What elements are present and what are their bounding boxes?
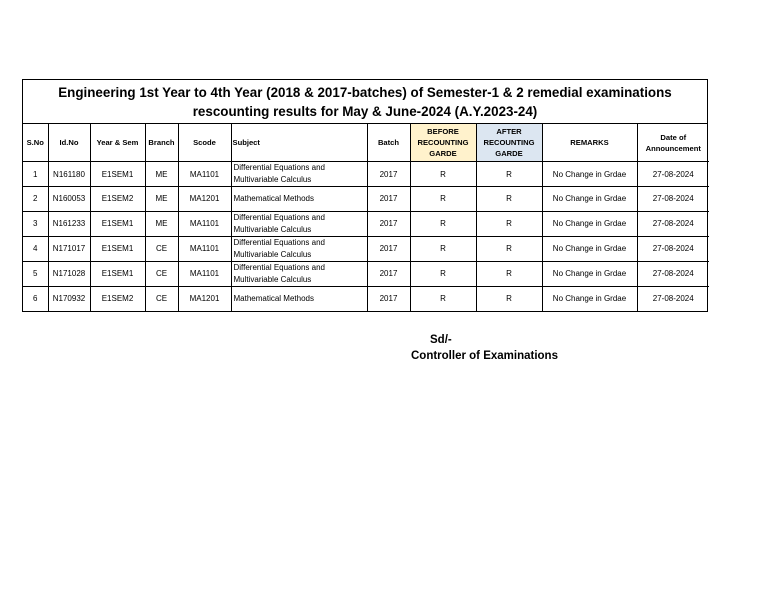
table-row [23,286,709,311]
header-idno: Id.No [48,124,90,162]
cell-batch: 2017 [367,162,410,187]
cell-batch: 2017 [367,187,410,212]
header-after-line-3: GARDE [495,149,523,158]
header-scode: Scode [178,124,231,162]
header-date-line-1: Date of [660,132,687,142]
cell-remarks: No Change in Grdae [542,211,637,236]
cell-before: R [410,187,476,212]
cell-sno: 3 [23,211,48,236]
header-remarks: REMARKS [542,124,637,162]
cell-after: R [476,211,542,236]
cell-date: 27-08-2024 [637,286,709,311]
cell-before: R [410,236,476,261]
cell-subject: Mathematical Methods [231,286,367,311]
cell-subject: Differential Equations and Multivariable Calculus [231,211,367,236]
header-subject: Subject [231,124,367,162]
table-header-row [23,124,709,162]
cell-remarks: No Change in Grdae [542,187,637,212]
cell-scode: MA1101 [178,162,231,187]
cell-year-sem: E1SEM2 [90,286,145,311]
cell-scode: MA1101 [178,236,231,261]
header-after-line-1: AFTER [496,127,522,136]
cell-remarks: No Change in Grdae [542,261,637,286]
results-sheet [22,79,708,312]
signature-designation: Controller of Examinations [411,350,558,362]
table-row [23,162,709,187]
cell-idno: N171017 [48,236,90,261]
signature-sd: Sd/- [430,334,452,346]
table-row [23,261,709,286]
cell-scode: MA1201 [178,187,231,212]
header-batch: Batch [367,124,410,162]
cell-idno: N170932 [48,286,90,311]
signature-block [411,332,558,364]
cell-idno: N171028 [48,261,90,286]
header-before-recounting [410,124,476,162]
title-line-1: Engineering 1st Year to 4th Year (2018 & 2017-batches) of Semester-1 & 2 remedial examinations [58,84,672,100]
cell-branch: CE [145,261,178,286]
cell-date: 27-08-2024 [637,236,709,261]
header-date [637,124,709,162]
header-before-line-1: BEFORE [427,127,459,136]
cell-batch: 2017 [367,286,410,311]
header-year-sem: Year & Sem [90,124,145,162]
cell-remarks: No Change in Grdae [542,286,637,311]
cell-after: R [476,286,542,311]
header-sno: S.No [23,124,48,162]
header-branch: Branch [145,124,178,162]
header-before-line-2: RECOUNTING [417,138,469,147]
cell-idno: N160053 [48,187,90,212]
cell-year-sem: E1SEM1 [90,261,145,286]
cell-year-sem: E1SEM1 [90,236,145,261]
cell-after: R [476,187,542,212]
table-row [23,187,709,212]
cell-year-sem: E1SEM2 [90,187,145,212]
header-date-line-2: Announcement [645,143,701,153]
cell-subject: Mathematical Methods [231,187,367,212]
cell-remarks: No Change in Grdae [542,236,637,261]
cell-sno: 6 [23,286,48,311]
cell-branch: CE [145,286,178,311]
cell-date: 27-08-2024 [637,187,709,212]
cell-after: R [476,261,542,286]
cell-branch: ME [145,187,178,212]
cell-batch: 2017 [367,236,410,261]
cell-before: R [410,211,476,236]
results-body [23,162,709,311]
results-table [23,124,709,311]
cell-subject: Differential Equations and Multivariable Calculus [231,236,367,261]
cell-sno: 2 [23,187,48,212]
title-line-2: rescounting results for May & June-2024 (A.Y.2023-24) [192,103,538,119]
cell-idno: N161180 [48,162,90,187]
cell-year-sem: E1SEM1 [90,211,145,236]
cell-remarks: No Change in Grdae [542,162,637,187]
cell-idno: N161233 [48,211,90,236]
cell-subject: Differential Equations and Multivariable Calculus [231,162,367,187]
cell-before: R [410,286,476,311]
cell-before: R [410,261,476,286]
cell-scode: MA1101 [178,211,231,236]
cell-before: R [410,162,476,187]
cell-year-sem: E1SEM1 [90,162,145,187]
table-row [23,211,709,236]
cell-scode: MA1201 [178,286,231,311]
cell-batch: 2017 [367,211,410,236]
cell-branch: ME [145,162,178,187]
cell-after: R [476,236,542,261]
cell-sno: 4 [23,236,48,261]
cell-date: 27-08-2024 [637,261,709,286]
cell-branch: ME [145,211,178,236]
cell-sno: 1 [23,162,48,187]
cell-date: 27-08-2024 [637,211,709,236]
table-row [23,236,709,261]
cell-branch: CE [145,236,178,261]
cell-scode: MA1101 [178,261,231,286]
cell-subject: Differential Equations and Multivariable Calculus [231,261,367,286]
header-after-recounting [476,124,542,162]
header-before-line-3: GARDE [429,149,457,158]
header-after-line-2: RECOUNTING [483,138,535,147]
cell-batch: 2017 [367,261,410,286]
cell-date: 27-08-2024 [637,162,709,187]
cell-sno: 5 [23,261,48,286]
cell-after: R [476,162,542,187]
page-title [23,80,707,124]
